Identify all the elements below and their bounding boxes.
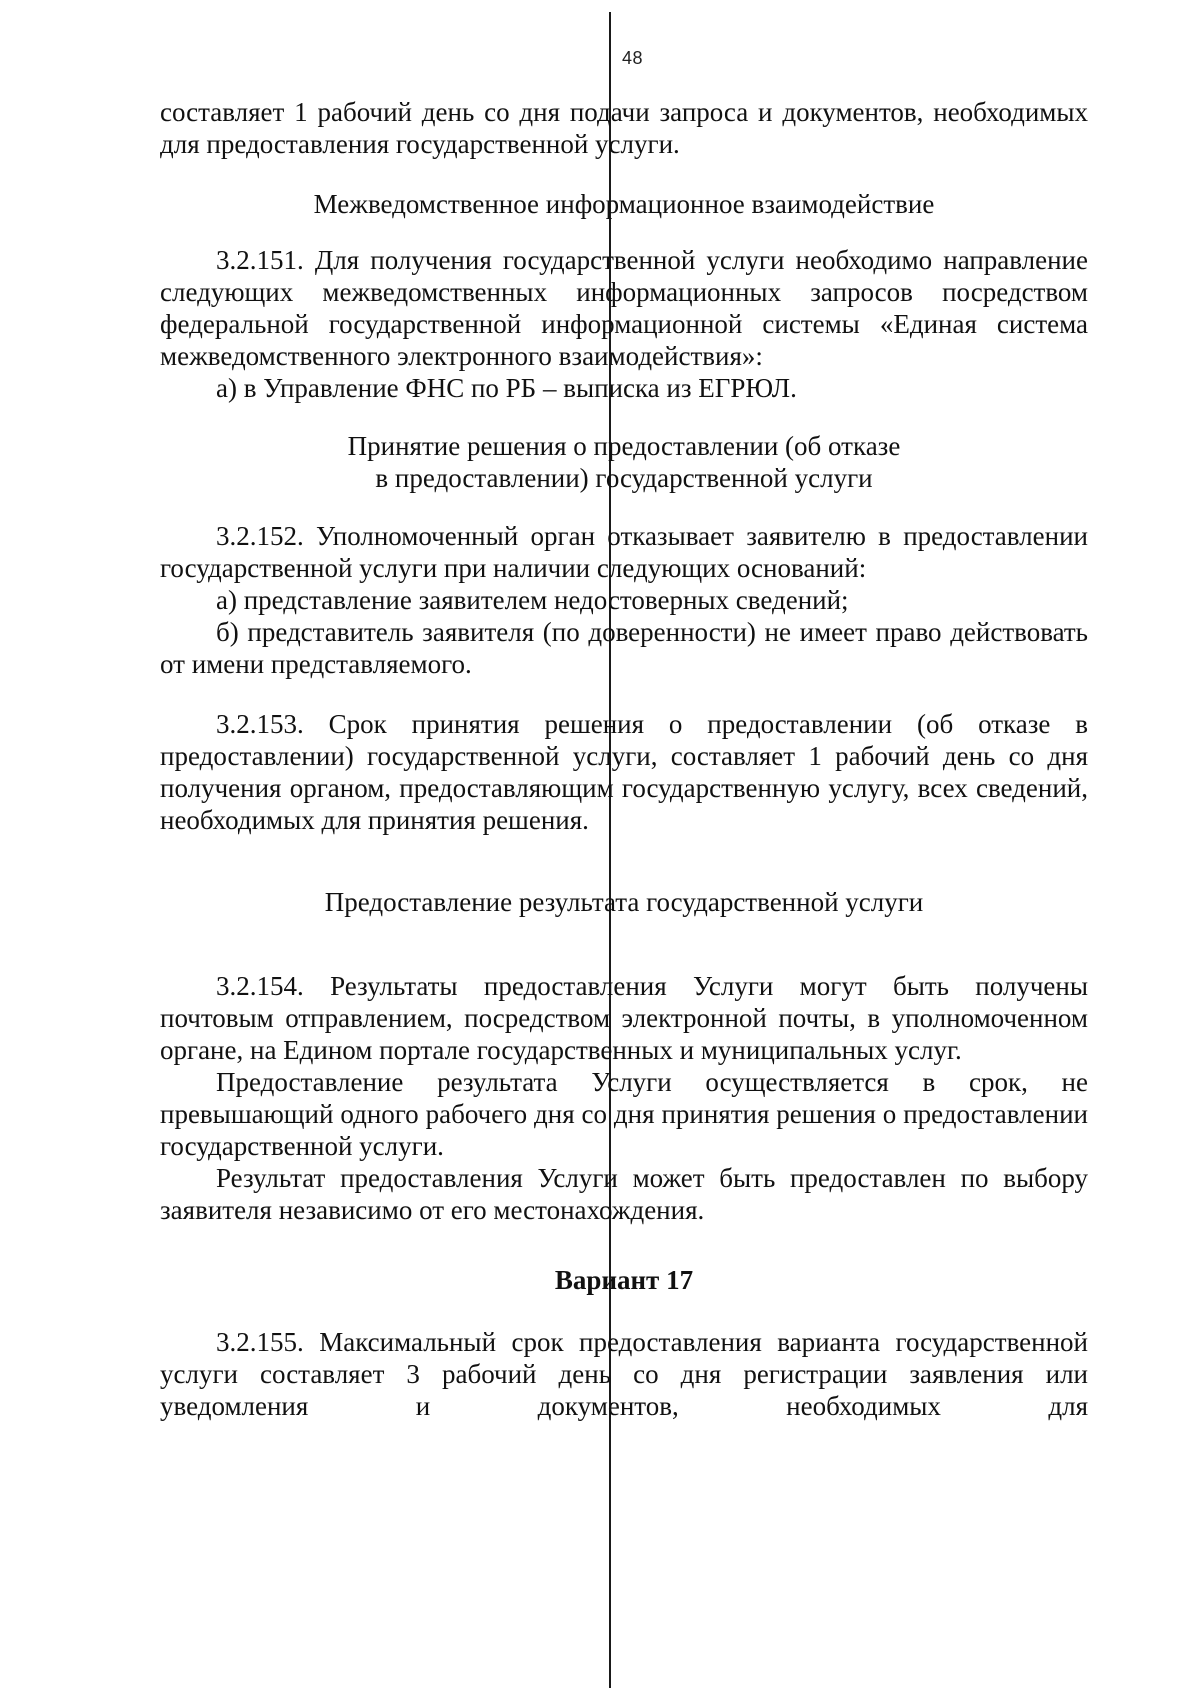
- heading-result: Предоставление результата государственной услуги: [324, 887, 924, 917]
- paragraph-3-2-155: 3.2.155. Максимальный срок предоставления варианта государственной услуги составляет 3 рабочий день со дня регистрации заявления или уведомления и документов, необходимых для: [160, 1327, 1088, 1421]
- paragraph-3-2-151: 3.2.151. Для получения государственной услуги необходимо направление следующих межведомственных информационных запросов посредством федеральной государственной информационной системы «Единая система межведомственного электронного взаимодействия»:: [160, 245, 1088, 371]
- heading-variant-17: Вариант 17: [554, 1265, 694, 1295]
- paragraph-result-location: Результат предоставления Услуги может быть предоставлен по выбору заявителя независимо от его местонахождения.: [160, 1163, 1088, 1225]
- paragraph-3-2-154: 3.2.154. Результаты предоставления Услуги могут быть получены почтовым отправлением, посредством электронной почты, в уполномоченном органе, на Едином портале государственных и муниципальных услуг.: [160, 971, 1088, 1065]
- heading-decision-line2: в предоставлении) государственной услуги: [375, 463, 873, 493]
- paragraph-continuation: составляет 1 рабочий день со дня подачи запроса и документов, необходимых для предоставления государственной услуги.: [160, 97, 1088, 159]
- document-body: [160, 96, 1088, 1422]
- paragraph-3-2-151-a: а) в Управление ФНС по РБ – выписка из ЕГРЮЛ.: [216, 373, 797, 403]
- paragraph-3-2-152-a: а) представление заявителем недостоверных сведений;: [216, 585, 849, 615]
- paragraph-3-2-152: 3.2.152. Уполномоченный орган отказывает заявителю в предоставлении государственной услуги при наличии следующих оснований:: [160, 521, 1088, 583]
- paragraph-3-2-153: 3.2.153. Срок принятия решения о предоставлении (об отказе в предоставлении) государственной услуги, составляет 1 рабочий день со дня получения органом, предоставляющим государственную услугу, всех сведений, необходимых для принятия решения.: [160, 709, 1088, 835]
- paragraph-3-2-152-b: б) представитель заявителя (по доверенности) не имеет право действовать от имени представляемого.: [160, 617, 1088, 679]
- heading-interdepartmental: Межведомственное информационное взаимодействие: [313, 189, 935, 219]
- heading-decision: [160, 430, 1088, 494]
- paragraph-result-term: Предоставление результата Услуги осуществляется в срок, не превышающий одного рабочего дня со дня принятия решения о предоставлении государственной услуги.: [160, 1067, 1088, 1161]
- page-number: 48: [622, 48, 644, 68]
- heading-decision-line1: Принятие решения о предоставлении (об отказе: [347, 431, 901, 461]
